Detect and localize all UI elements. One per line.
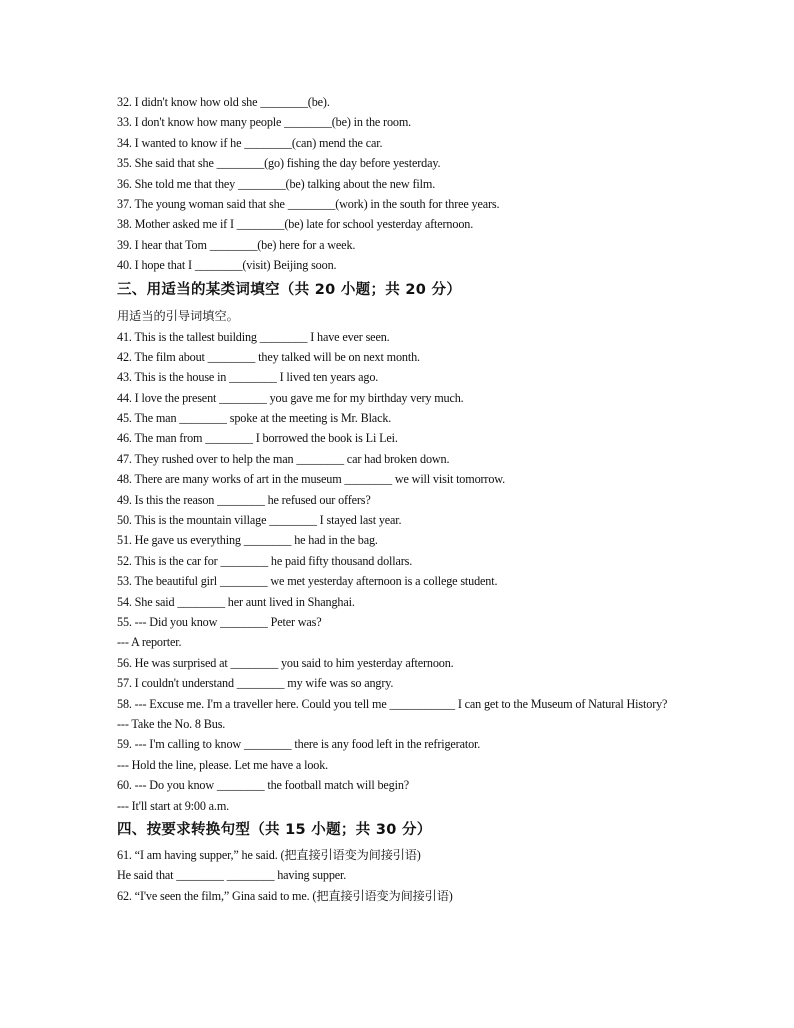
question-58: 58. --- Excuse me. I'm a traveller here. Could you tell me ___________ I can get to the Museum of Natural History? [117,696,668,711]
question-33: 33. I don't know how many people ________(be) in the room. [117,115,412,130]
question-38: 38. Mother asked me if I ________(be) late for school yesterday afternoon. [117,217,474,232]
question-46: 46. The man from ________ I borrowed the book is Li Lei. [117,431,398,446]
question-37: 37. The young woman said that she ________(work) in the south for three years. [117,196,500,211]
question-61: 61. “I am having supper,” he said. (把直接引语变为间接引语) [117,847,421,862]
question-53: 53. The beautiful girl ________ we met yesterday afternoon is a college student. [117,574,498,589]
question-35: 35. She said that she ________(go) fishing the day before yesterday. [117,156,441,171]
question-41: 41. This is the tallest building ________ I have ever seen. [117,329,390,344]
question-51: 51. He gave us everything ________ he had in the bag. [117,533,378,548]
question-47: 47. They rushed over to help the man ________ car had broken down. [117,451,450,466]
answer-58: --- Take the No. 8 Bus. [117,716,226,731]
answer-60: --- It'll start at 9:00 a.m. [117,798,230,813]
section-3-instruction: 用适当的引导词填空。 [117,308,239,323]
question-52: 52. This is the car for ________ he paid fifty thousand dollars. [117,553,413,568]
question-43: 43. This is the house in ________ I lived ten years ago. [117,370,379,385]
section-4-heading: 四、按要求转换句型（共 15 小题；共 30 分） [117,821,432,838]
question-62: 62. “I've seen the film,” Gina said to me. (把直接引语变为间接引语) [117,888,453,903]
answer-59: --- Hold the line, please. Let me have a look. [117,757,329,772]
question-39: 39. I hear that Tom ________(be) here for a week. [117,237,356,252]
question-42: 42. The film about ________ they talked will be on next month. [117,349,420,364]
question-59: 59. --- I'm calling to know ________ there is any food left in the refrigerator. [117,737,481,752]
answer-61: He said that ________ ________ having supper. [117,868,347,883]
question-57: 57. I couldn't understand ________ my wife was so angry. [117,676,394,691]
question-50: 50. This is the mountain village ________ I stayed last year. [117,513,402,528]
question-40: 40. I hope that I ________(visit) Beijing soon. [117,258,337,273]
section-4 [117,817,679,906]
question-49: 49. Is this the reason ________ he refused our offers? [117,492,371,507]
question-60: 60. --- Do you know ________ the football match will begin? [117,778,410,793]
question-44: 44. I love the present ________ you gave me for my birthday very much. [117,390,464,405]
section-2-tail [117,92,679,276]
question-34: 34. I wanted to know if he ________(can) mend the car. [117,135,383,150]
question-54: 54. She said ________ her aunt lived in Shanghai. [117,594,355,609]
question-55: 55. --- Did you know ________ Peter was? [117,614,322,629]
question-45: 45. The man ________ spoke at the meeting is Mr. Black. [117,411,392,426]
question-48: 48. There are many works of art in the museum ________ we will visit tomorrow. [117,472,506,487]
worksheet-page [117,92,679,906]
answer-55: --- A reporter. [117,635,182,650]
section-3 [117,277,679,816]
question-32: 32. I didn't know how old she ________(be). [117,95,330,109]
question-56: 56. He was surprised at ________ you said to him yesterday afternoon. [117,655,454,670]
question-36: 36. She told me that they ________(be) talking about the new film. [117,176,436,191]
section-3-heading: 三、用适当的某类词填空（共 20 小题；共 20 分） [117,281,462,298]
